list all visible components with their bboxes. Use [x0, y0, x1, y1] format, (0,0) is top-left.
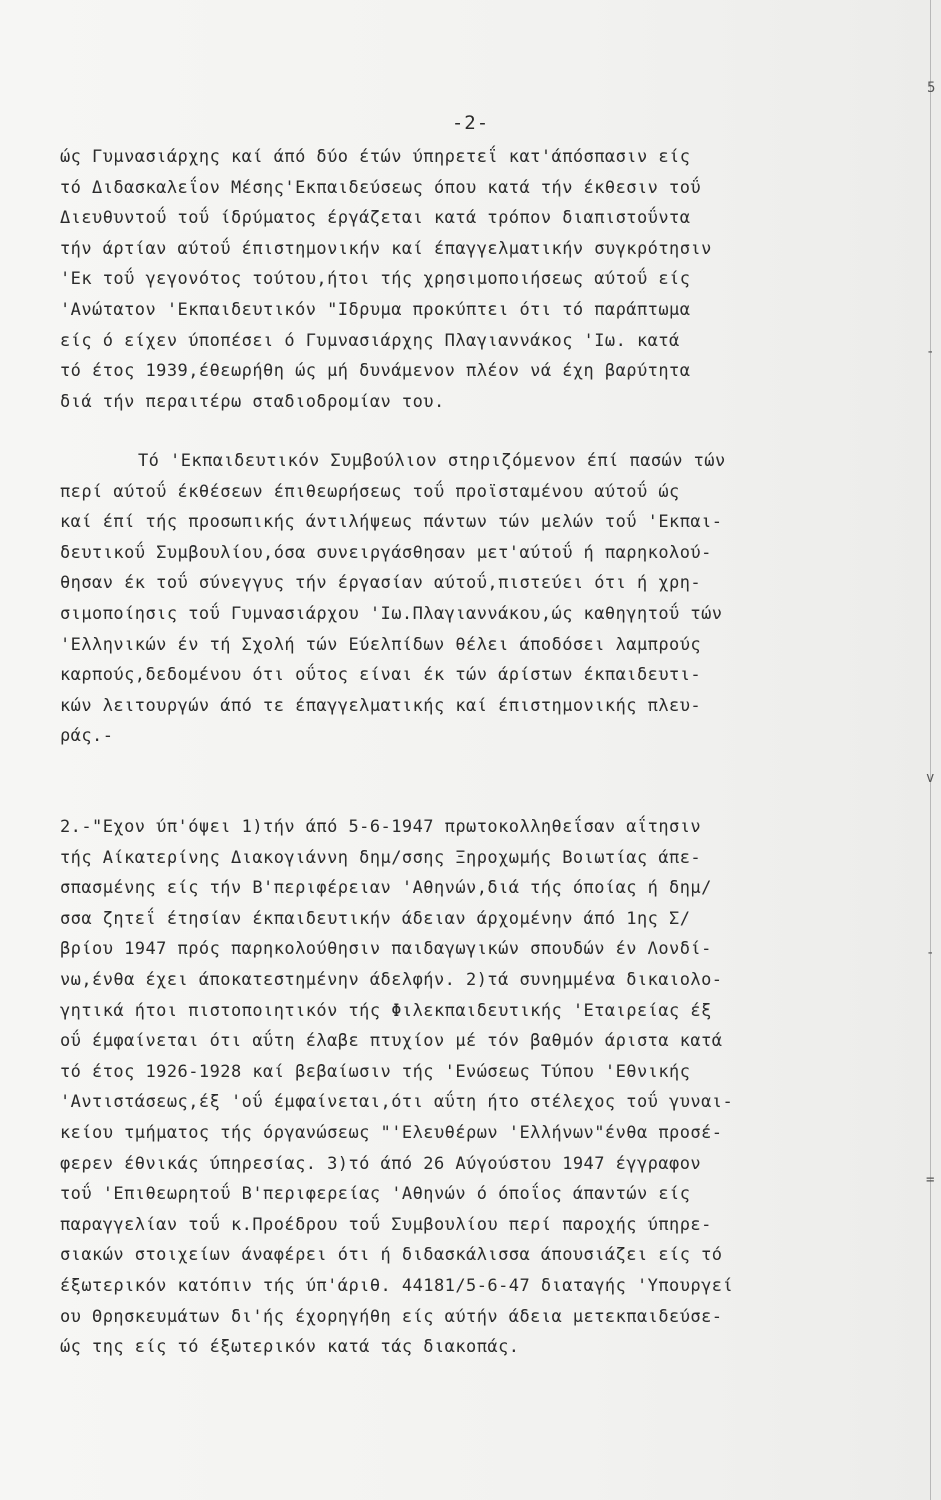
text-line: δευτικοΰ Συμβουλίου,όσα συνειργάσθησαν μετ'αύτοΰ ή παρηκολού-	[60, 542, 712, 563]
text-line: καί έπί τής προσωπικής άντιλήψεως πάντων τών μελών τοΰ 'Εκπαι-	[60, 512, 723, 533]
text-line: οΰ έμφαίνεται ότι αΰτη έλαβε πτυχίον μέ τόν βαθμόν άριστα κατά	[60, 1031, 723, 1052]
text-line: σιακών στοιχείων άναφέρει ότι ή διδασκάλισσα άπουσιάζει είς τό	[60, 1245, 723, 1266]
text-line: γητικά ήτοι πιστοποιητικόν τής Φιλεκπαιδευτικής 'Εταιρείας έξ	[60, 1000, 712, 1021]
page-number: -2-	[451, 112, 490, 134]
margin-mark: -	[926, 945, 935, 961]
text-line: 'Αντιστάσεως,έξ 'οΰ έμφαίνεται,ότι αΰτη ήτο στέλεχος τοΰ γυναι-	[60, 1092, 734, 1113]
text-line: φερεν έθνικάς ύπηρεσίας. 3)τό άπό 26 Αύγούστου 1947 έγγραφον	[60, 1153, 702, 1174]
paragraph-2	[60, 446, 880, 752]
text-line: σιμοποίησις τοΰ Γυμνασιάρχου 'Ιω.Πλαγιαννάκου,ώς καθηγητοΰ τών	[60, 603, 723, 624]
text-line: έξωτερικόν κατόπιν τής ύπ'άριθ. 44181/5-6-47 διαταγής 'Υπουργεί	[60, 1275, 734, 1296]
text-line: Τό 'Εκπαιδευτικόν Συμβούλιον στηριζόμενον έπί πασών τών	[138, 451, 726, 471]
text-line: ράς.-	[60, 726, 114, 747]
text-line: παραγγελίαν τοΰ κ.Προέδρου τοΰ Συμβουλίου περί παροχής ύπηρε-	[60, 1214, 712, 1235]
page-edge-line	[930, 0, 931, 1500]
text-line: σσα ζητεΐ έτησίαν έκπαιδευτικήν άδειαν άρχομένην άπό 1ης Σ/	[60, 908, 691, 929]
text-line: κείου τμήματος τής όργανώσεως "'Ελευθέρων 'Ελλήνων"ένθα προσέ-	[60, 1122, 723, 1143]
margin-mark: v	[926, 770, 935, 786]
text-line: είς ό είχεν ύποπέσει ό Γυμνασιάρχης Πλαγιαννάκος 'Ιω. κατά	[60, 330, 680, 351]
text-line: τοΰ 'Επιθεωρητοΰ Β'περιφερείας 'Αθηνών ό όποΐος άπαντών είς	[60, 1184, 691, 1205]
text-line: σπασμένης είς τήν Β'περιφέρειαν 'Αθηνών,διά τής όποίας ή δημ/	[60, 878, 712, 899]
text-line: ώς Γυμνασιάρχης καί άπό δύο έτών ύπηρετεΐ κατ'άπόσπασιν είς	[60, 147, 691, 167]
margin-mark: -	[926, 344, 935, 360]
paragraph-3	[60, 812, 880, 1363]
text-line: κών λειτουργών άπό τε έπαγγελματικής καί έπιστημονικής πλευ-	[60, 695, 702, 716]
text-line: διά τήν περαιτέρω σταδιοδρομίαν του.	[60, 391, 445, 412]
text-line: 'Εκ τοΰ γεγονότος τούτου,ήτοι τής χρησιμοποιήσεως αύτοΰ είς	[60, 269, 691, 290]
text-line: θησαν έκ τοΰ σύνεγγυς τήν έργασίαν αύτοΰ,πιστεύει ότι ή χρη-	[60, 573, 702, 594]
text-line: ου Θρησκευμάτων δι'ής έχορηγήθη είς αύτήν άδεια μετεκπαιδεύσε-	[60, 1306, 723, 1327]
text-line: νω,ένθα έχει άποκατεστημένην άδελφήν. 2)τά συνημμένα δικαιολο-	[60, 969, 723, 990]
text-line: Διευθυντοΰ τοΰ ίδρύματος έργάζεται κατά τρόπον διαπιστοΰντα	[60, 208, 691, 229]
text-line: τήν άρτίαν αύτοΰ έπιστημονικήν καί έπαγγελματικήν συγκρότησιν	[60, 238, 712, 259]
text-line: περί αύτοΰ έκθέσεων έπιθεωρήσεως τοΰ προϊσταμένου αύτοΰ ώς	[60, 481, 680, 502]
margin-mark: 5	[927, 80, 936, 96]
text-line: τό έτος 1939,έθεωρήθη ώς μή δυνάμενον πλέον νά έχη βαρύτητα	[60, 361, 691, 382]
paragraph-1	[60, 142, 880, 417]
text-line: 'Ανώτατον 'Εκπαιδευτικόν "Ιδρυμα προκύπτει ότι τό παράπτωμα	[60, 299, 691, 320]
text-line: τής Αίκατερίνης Διακογιάννη δημ/σσης Ξηροχωμής Βοιωτίας άπε-	[60, 847, 702, 868]
text-line: καρπούς,δεδομένου ότι οΰτος είναι έκ τών άρίστων έκπαιδευτι-	[60, 665, 702, 686]
text-line: βρίου 1947 πρός παρηκολούθησιν παιδαγωγικών σπουδών έν Λονδί-	[60, 939, 712, 960]
text-line: τό Διδασκαλεΐον Μέσης'Εκπαιδεύσεως όπου κατά τήν έκθεσιν τοΰ	[60, 177, 702, 198]
text-line: 'Ελληνικών έν τή Σχολή τών Εύελπίδων θέλει άποδόσει λαμπρούς	[60, 634, 702, 655]
margin-mark: =	[926, 1172, 935, 1188]
text-line: ώς της είς τό έξωτερικόν κατά τάς διακοπάς.	[60, 1337, 520, 1358]
text-line: τό έτος 1926-1928 καί βεβαίωσιν τής 'Ενώσεως Τύπου 'Εθνικής	[60, 1061, 691, 1082]
text-line: 2.-"Εχον ύπ'όψει 1)τήν άπό 5-6-1947 πρωτοκολληθεΐσαν αΐτησιν	[60, 817, 702, 837]
